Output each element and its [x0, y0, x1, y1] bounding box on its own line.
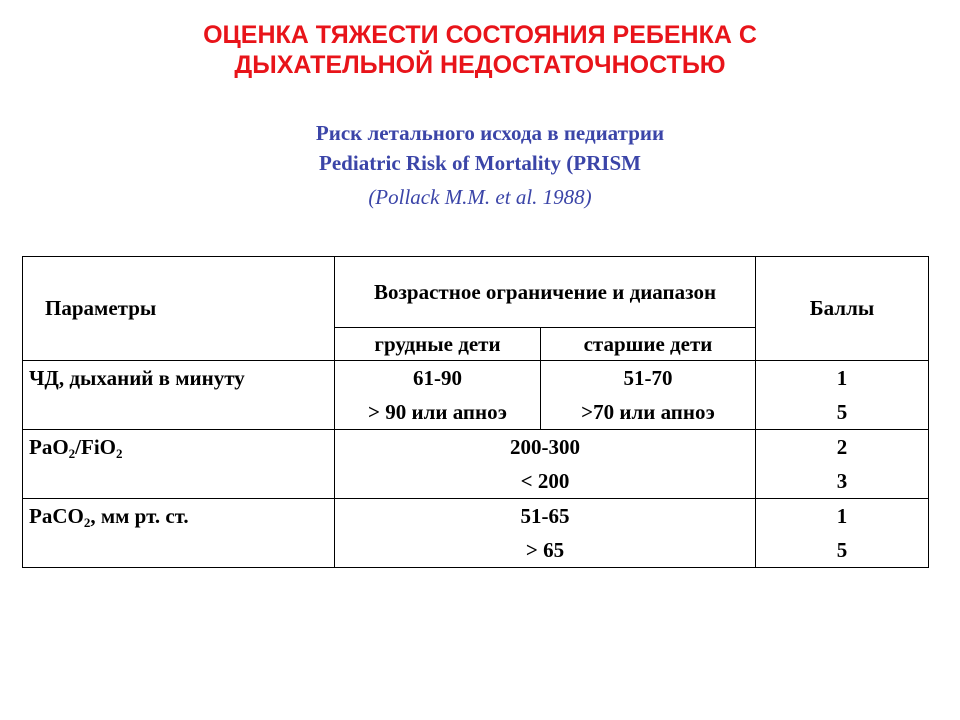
slide-title: [0, 20, 960, 80]
header-params: Параметры: [23, 257, 335, 361]
param-resp-rate: ЧД, дыханий в минуту: [23, 361, 335, 430]
header-age-range: Возрастное ограничение и диапазон: [335, 257, 756, 328]
header-row-1: [23, 257, 929, 328]
value: 61-90: [413, 366, 462, 390]
score: 5: [836, 538, 848, 562]
header-score: Баллы: [756, 257, 929, 361]
title-line-2: ДЫХАТЕЛЬНОЙ НЕДОСТАТОЧНОСТЬЮ: [234, 51, 726, 79]
param-paco2: PaCO$_2$, мм рт. ст.: [23, 499, 335, 568]
value: 51-70: [623, 366, 673, 390]
range-values: [335, 430, 756, 499]
score: 3: [836, 469, 848, 493]
subtitle-russian: Риск летального исхода в педиатрии: [315, 121, 665, 145]
value: < 200: [520, 469, 570, 493]
table-row: [23, 430, 929, 499]
prism-table: [22, 256, 929, 568]
table-row: [23, 499, 929, 568]
score: 2: [836, 435, 848, 459]
header-older: старшие дети: [541, 328, 756, 361]
subtitle-citation: (Pollack M.M. et al. 1988): [368, 185, 592, 209]
score: 1: [836, 366, 848, 390]
score: 1: [836, 504, 848, 528]
header-infants: грудные дети: [335, 328, 541, 361]
infants-values: [335, 361, 541, 430]
param-pao2-fio2: PaO$_2$/FiO$_2$: [23, 430, 335, 499]
value: > 90 или апноэ: [368, 400, 507, 424]
range-values: [335, 499, 756, 568]
score-values: [756, 430, 929, 499]
value: 51-65: [520, 504, 570, 528]
value: >70 или апноэ: [581, 400, 715, 424]
table-row: [23, 361, 929, 430]
subtitle-english: Pediatric Risk of Mortality (PRISM: [319, 151, 641, 175]
value: 200-300: [510, 435, 580, 459]
title-line-1: ОЦЕНКА ТЯЖЕСТИ СОСТОЯНИЯ РЕБЕНКА С: [203, 21, 757, 49]
score-values: [756, 361, 929, 430]
score: 5: [836, 400, 848, 424]
older-values: [541, 361, 756, 430]
score-values: [756, 499, 929, 568]
value: > 65: [525, 538, 565, 562]
